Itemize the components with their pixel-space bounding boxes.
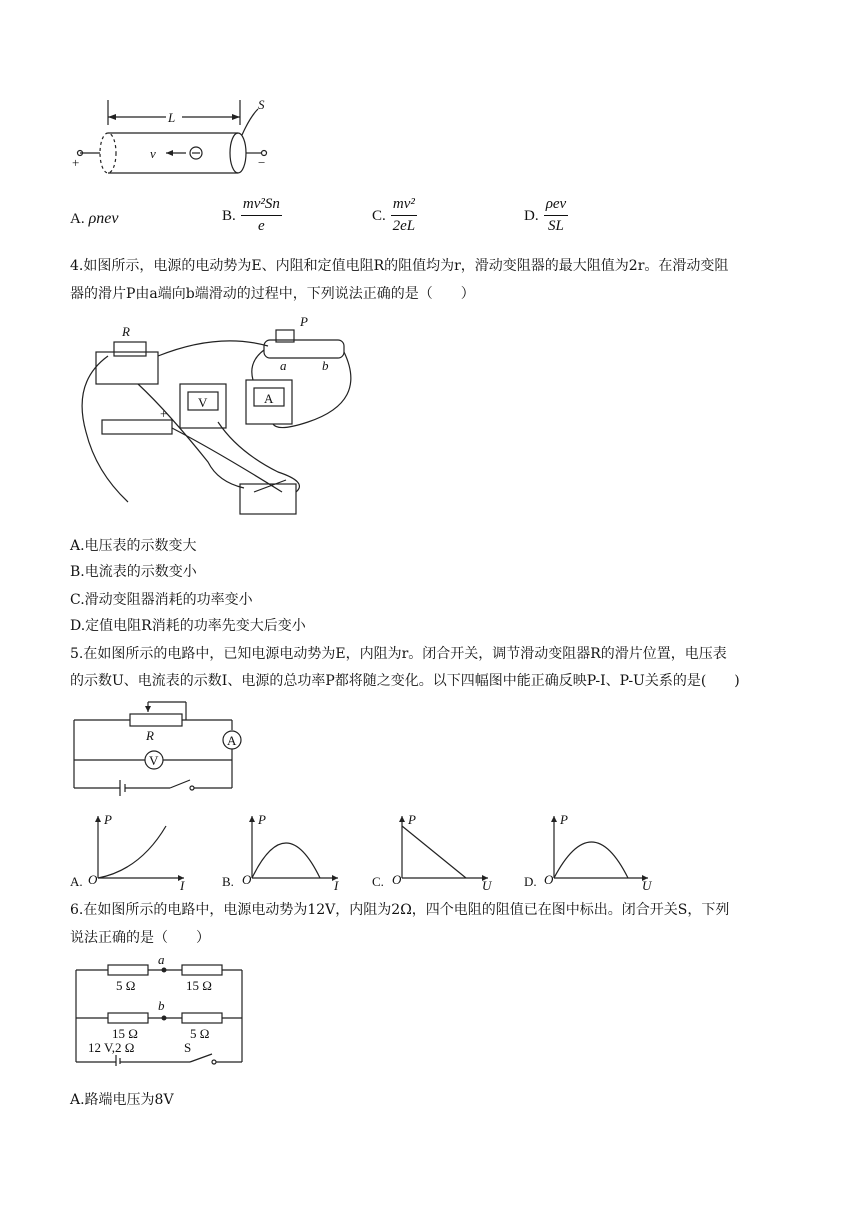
- q5-graph-c[interactable]: [372, 812, 492, 893]
- q3-option-d[interactable]: D. $\frac{\text{ρev}}{SL}$: [524, 196, 567, 234]
- svg-text:A: A: [227, 733, 237, 748]
- svg-text:12 V,2 Ω: 12 V,2 Ω: [88, 1040, 135, 1055]
- svg-text:D.: D.: [524, 874, 537, 889]
- svg-text:P: P: [104, 812, 112, 827]
- q6-stem-line1: 6.在如图所示的电路中，电源电动势为12V，内阻为2Ω，四个电阻的阻值已在图中标出。闭合开关S，下列: [70, 902, 730, 918]
- svg-text:O: O: [242, 872, 252, 887]
- svg-text:15 Ω: 15 Ω: [186, 978, 212, 993]
- svg-text:O: O: [88, 872, 98, 887]
- q6-circuit-figure: [72, 952, 252, 1066]
- svg-text:U: U: [642, 878, 652, 893]
- svg-text:R: R: [146, 728, 154, 743]
- q6-option-a[interactable]: A.路端电压为8V: [70, 1092, 174, 1108]
- q4-apparatus-figure: [68, 312, 368, 520]
- q5-circuit-figure: [70, 696, 250, 800]
- svg-text:+: +: [160, 406, 168, 421]
- q4-option-a[interactable]: A.电压表的示数变大: [70, 538, 197, 554]
- svg-text:S: S: [184, 1040, 192, 1055]
- svg-text:a: a: [280, 358, 287, 373]
- svg-text:I: I: [334, 878, 339, 893]
- q3-conductor-figure: [70, 95, 280, 175]
- svg-text:P: P: [258, 812, 266, 827]
- svg-text:b: b: [322, 358, 329, 373]
- q3-option-c[interactable]: C. $\frac{\text{mv²}}{2eL}$: [372, 196, 416, 234]
- svg-text:P: P: [408, 812, 416, 827]
- length-label: L: [168, 110, 176, 125]
- svg-text:V: V: [198, 395, 208, 410]
- svg-text:a: a: [158, 952, 165, 967]
- svg-text:U: U: [482, 878, 492, 893]
- plus-sign: +: [72, 155, 80, 170]
- q3-option-a[interactable]: A. ρnev: [70, 210, 119, 227]
- q5-stem-line2: 的示数U、电流表的示数I、电源的总功率P都将随之变化。以下四幅图中能正确反映P-I、P-U关系的是( ): [70, 673, 740, 689]
- velocity-label: v: [150, 146, 156, 161]
- q4-stem-line2: 器的滑片P由a端向b端滑动的过程中，下列说法正确的是（ ）: [70, 286, 475, 302]
- q5-graph-d[interactable]: [524, 812, 660, 893]
- svg-text:5 Ω: 5 Ω: [116, 978, 136, 993]
- q4-stem-line1: 4.如图所示，电源的电动势为E、内阻和定值电阻R的阻值均为r，滑动变阻器的最大阻值为2r。在滑动变阻: [70, 258, 729, 274]
- area-label: S: [258, 97, 265, 112]
- svg-text:O: O: [544, 872, 554, 887]
- q4-option-d[interactable]: D.定值电阻R消耗的功率先变大后变小: [70, 618, 306, 634]
- q4-option-c[interactable]: C.滑动变阻器消耗的功率变小: [70, 592, 253, 608]
- svg-text:C.: C.: [372, 874, 384, 889]
- svg-text:15 Ω: 15 Ω: [112, 1026, 138, 1041]
- q5-stem-line1: 5.在如图所示的电路中，已知电源电动势为E，内阻为r。闭合开关，调节滑动变阻器R的滑片位置，电压表: [70, 646, 727, 662]
- svg-text:R: R: [122, 324, 130, 339]
- svg-text:I: I: [180, 878, 185, 893]
- svg-text:A.: A.: [70, 874, 83, 889]
- q6-stem-line2: 说法正确的是（ ）: [70, 930, 210, 946]
- q3-option-b[interactable]: B. $\frac{\text{mv²Sn}}{e}$: [222, 196, 280, 234]
- svg-text:V: V: [149, 753, 159, 768]
- svg-text:P: P: [560, 812, 568, 827]
- svg-text:b: b: [158, 998, 165, 1013]
- q5-graph-b[interactable]: [222, 812, 342, 893]
- svg-text:P: P: [300, 314, 308, 329]
- svg-text:O: O: [392, 872, 402, 887]
- svg-text:A: A: [264, 391, 274, 406]
- svg-text:B.: B.: [222, 874, 234, 889]
- minus-sign: −: [258, 155, 266, 170]
- q4-option-b[interactable]: B.电流表的示数变小: [70, 564, 197, 580]
- q5-graph-a[interactable]: [70, 812, 190, 893]
- svg-text:5 Ω: 5 Ω: [190, 1026, 210, 1041]
